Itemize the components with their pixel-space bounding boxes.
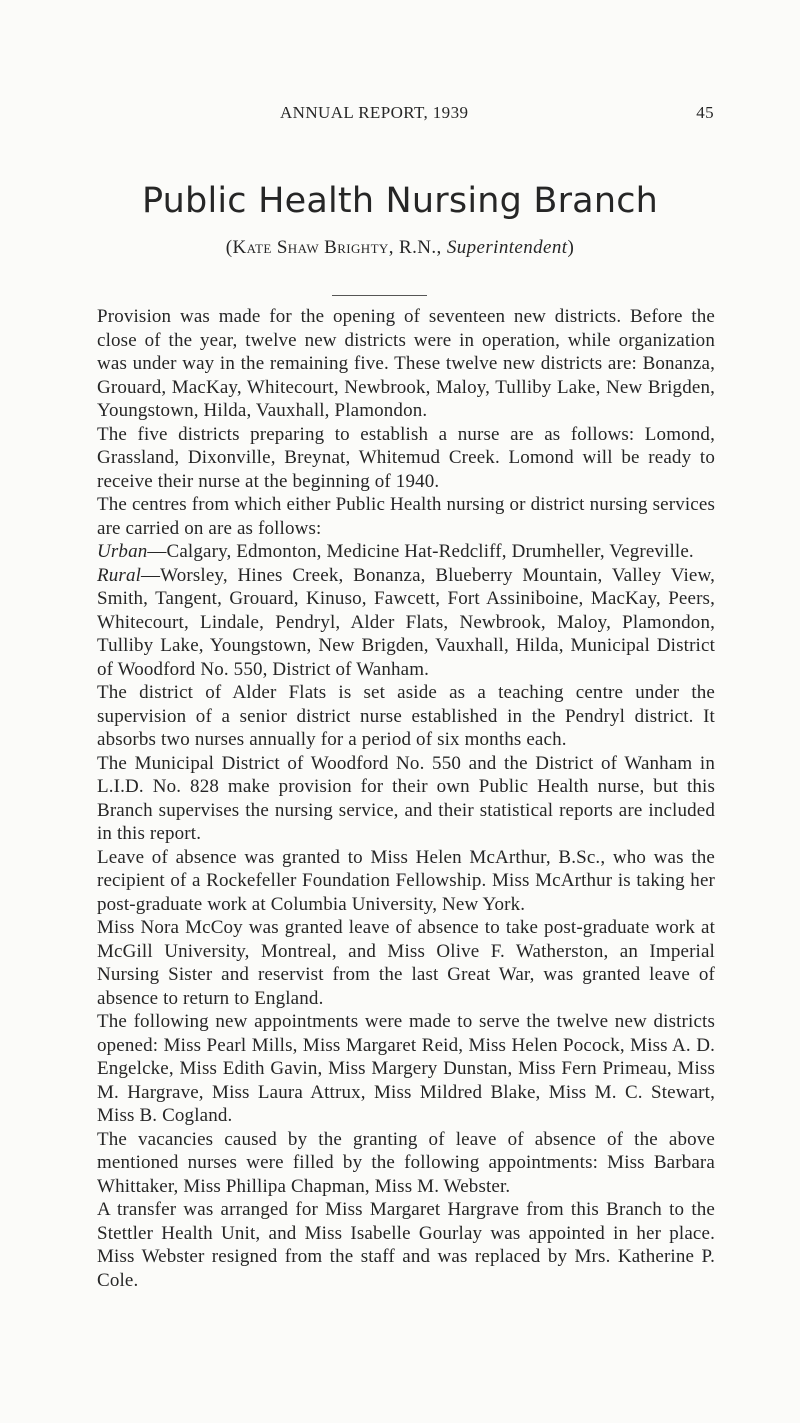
body-text xyxy=(97,305,715,1292)
byline-role: Superintendent xyxy=(446,237,568,258)
divider-rule xyxy=(332,295,427,296)
paragraph-alder-flats: The district of Alder Flats is set aside as a teaching centre under the supervision of a senior district nurse established in the Pendryl district. It absorbs two nurses annually for a period of six months each. xyxy=(97,682,715,750)
section-title: Public Health Nursing Branch xyxy=(141,181,659,221)
paragraph-centres-intro: The centres from which either Public Health nursing or district nursing services are carried on are as follows: xyxy=(97,494,715,539)
paragraph-vacancies: The vacancies caused by the granting of leave of absence of the above mentioned nurses were filled by the following appointments: Miss Barbara Whittaker, Miss Phillipa Chapman, Miss M. Webster. xyxy=(97,1128,715,1197)
byline-open-paren: ( xyxy=(225,237,233,258)
paragraph-mcarthur-leave: Leave of absence was granted to Miss Helen McArthur, B.Sc., who was the recipient of a Rockefeller Foundation Fellowship. Miss McArthur is taking her post-graduate work at Columbia University, New York. xyxy=(97,846,715,915)
byline-name: Kate Shaw Brighty xyxy=(232,237,389,258)
urban-label: Urban xyxy=(97,541,148,562)
paragraph-rural-centres xyxy=(97,564,715,682)
urban-list: —Calgary, Edmonton, Medicine Hat-Redcliff, Drumheller, Vegreville. xyxy=(147,541,694,562)
paragraph-mccoy-watherston: Miss Nora McCoy was granted leave of absence to take post-graduate work at McGill University, Montreal, and Miss Olive F. Watherston, an Imperial Nursing Sister and reservist from the last Great War, was granted leave of absence to return to England. xyxy=(97,917,715,1009)
byline xyxy=(0,236,800,260)
byline-close-paren: ) xyxy=(567,237,575,258)
running-title: ANNUAL REPORT, 1939 xyxy=(280,103,469,122)
paragraph-new-districts: Provision was made for the opening of seventeen new districts. Before the close of the year, twelve new districts were in operation, while organization was under way in the remaining five. These twelve new districts are: Bonanza, Grouard, MacKay, Whitecourt, Newbrook, Maloy, Tulliby Lake, New Brigden, Youngstown, Hilda, Vauxhall, Plamondon. xyxy=(97,306,715,421)
byline-credentials: , R.N., xyxy=(388,237,447,258)
paragraph-transfer: A transfer was arranged for Miss Margaret Hargrave from this Branch to the Stettler Health Unit, and Miss Isabelle Gourlay was appointed in her place. Miss Webster resigned from the staff and was replaced by Mrs. Katherine P. Cole. xyxy=(97,1199,715,1291)
page-number: 45 xyxy=(696,103,714,122)
running-head xyxy=(97,103,714,123)
paragraph-urban-centres xyxy=(97,540,715,564)
rural-list: —Worsley, Hines Creek, Bonanza, Blueberry Mountain, Valley View, Smith, Tangent, Grouard, Kinuso, Fawcett, Fort Assiniboine, MacKay, Peers, Whitecourt, Lindale, Pendryl, Alder Flats, Newbrook, Maloy, Plamondon, Tulliby Lake, Youngstown, New Brigden, Vauxhall, Hilda, Municipal District of Woodford No. 550, District of Wanham. xyxy=(97,564,715,680)
paragraph-woodford-wanham: The Municipal District of Woodford No. 550 and the District of Wanham in L.I.D. No. 828 make provision for their own Public Health nurse, but this Branch supervises the nursing service, and their statistical reports are included in this report. xyxy=(97,752,715,844)
rural-label: Rural xyxy=(97,564,142,586)
paragraph-new-appointments: The following new appointments were made to serve the twelve new districts opened: Miss Pearl Mills, Miss Margaret Reid, Miss Helen Pocock, Miss A. D. Engelcke, Miss Edith Gavin, Miss Margery Dunstan, Miss Fern Primeau, Miss M. Hargrave, Miss Laura Attrux, Miss Mildred Blake, Miss M. C. Stewart, Miss B. Cogland. xyxy=(97,1011,715,1126)
paragraph-preparing-districts: The five districts preparing to establish a nurse are as follows: Lomond, Grassland, Dixonville, Breynat, Whitemud Creek. Lomond will be ready to receive their nurse at the beginning of 1940. xyxy=(97,423,715,492)
